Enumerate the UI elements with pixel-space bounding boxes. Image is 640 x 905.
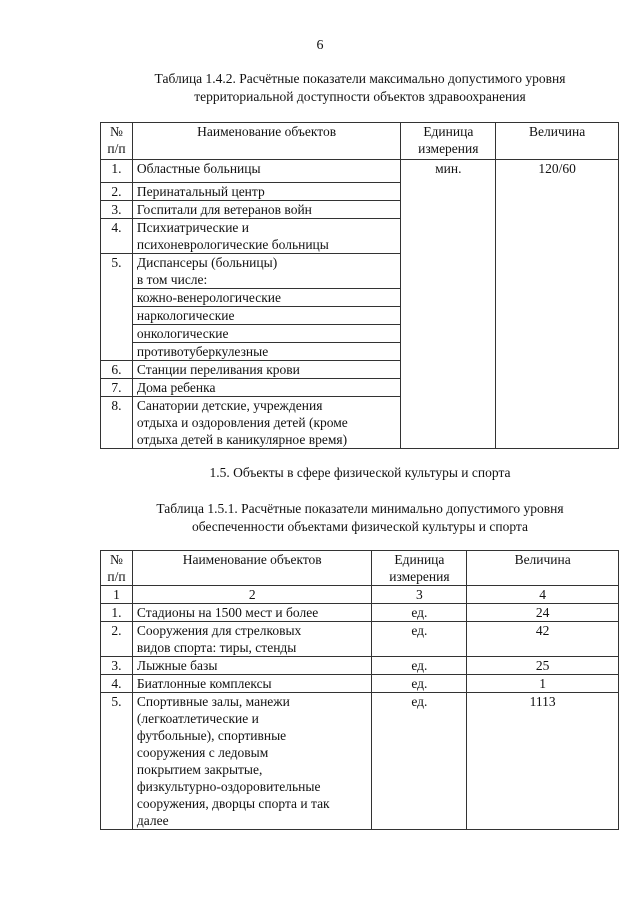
row-num: 4.: [101, 675, 133, 693]
row-name: Спортивные залы, манежи: [136, 694, 290, 709]
table-row: [101, 160, 619, 183]
table-row: [101, 657, 619, 675]
row-name: Дома ребенка: [136, 380, 216, 395]
row-num: [101, 325, 133, 343]
row-name: сооружения, дворцы спорта и так: [136, 796, 330, 811]
row-num: 4.: [101, 219, 133, 254]
row-unit: ед.: [372, 675, 467, 693]
num-header: п/п: [107, 569, 126, 584]
row-value: 25: [467, 657, 619, 675]
caption-line: Таблица 1.4.2. Расчётные показатели максимально допустимого уровня: [154, 71, 566, 86]
col-number: 3: [372, 586, 467, 604]
unit-header: измерения: [389, 569, 450, 584]
row-num: 7.: [101, 379, 133, 397]
row-unit: ед.: [372, 604, 467, 622]
sports-table: [100, 550, 619, 830]
table-row: [101, 604, 619, 622]
table-row: [101, 675, 619, 693]
row-num: 3.: [101, 201, 133, 219]
row-num: 1.: [101, 604, 133, 622]
row-name: (легкоатлетические и: [136, 711, 259, 726]
row-name: психоневрологические больницы: [136, 237, 329, 252]
value-header: Величина: [467, 551, 619, 586]
row-name: далее: [136, 813, 169, 828]
num-header: №: [110, 552, 123, 567]
row-unit: ед.: [372, 693, 467, 830]
col-number: 1: [101, 586, 133, 604]
table-row: [101, 693, 619, 830]
row-name: футбольные), спортивные: [136, 728, 287, 743]
row-name: видов спорта: тиры, стенды: [136, 640, 297, 655]
section-title: 1.5. Объекты в сфере физической культуры и спорта: [209, 465, 511, 480]
row-name: Госпитали для ветеранов войн: [136, 202, 312, 217]
row-num: [101, 307, 133, 325]
caption-line: обеспеченности объектами физической культуры и спорта: [192, 519, 528, 534]
column-number-row: [101, 586, 619, 604]
row-num: 5.: [101, 693, 133, 830]
value-header: Величина: [496, 123, 619, 160]
row-num: 2.: [101, 183, 133, 201]
row-name: Станции переливания крови: [136, 362, 300, 377]
row-name: кожно-венерологические: [136, 290, 281, 305]
row-num: 5.: [101, 254, 133, 289]
num-header: №: [110, 124, 123, 139]
row-unit: ед.: [372, 657, 467, 675]
unit-header: Единица: [423, 124, 474, 139]
row-name: отдыха детей в каникулярное время): [136, 432, 348, 447]
row-name: Санатории детские, учреждения: [136, 398, 323, 413]
row-num: 8.: [101, 397, 133, 449]
row-num: [101, 289, 133, 307]
row-unit: ед.: [372, 622, 467, 657]
row-name: сооружения с ледовым: [136, 745, 269, 760]
row-num: 1.: [101, 160, 133, 183]
col-number: 4: [467, 586, 619, 604]
row-name: Стадионы на 1500 мест и более: [136, 605, 319, 620]
name-header: Наименование объектов: [132, 123, 400, 160]
value-cell: 120/60: [496, 160, 619, 449]
healthcare-table: [100, 122, 619, 449]
row-name: Областные больницы: [136, 161, 261, 176]
row-name: физкультурно-оздоровительные: [136, 779, 321, 794]
row-value: 1: [467, 675, 619, 693]
col-number: 2: [132, 586, 372, 604]
unit-header: Единица: [394, 552, 445, 567]
row-num: 3.: [101, 657, 133, 675]
row-value: 24: [467, 604, 619, 622]
table-row: [101, 622, 619, 657]
table1-caption: [100, 70, 620, 106]
caption-line: территориальной доступности объектов здравоохранения: [194, 89, 526, 104]
row-name: в том числе:: [136, 272, 208, 287]
page-number: 6: [316, 38, 324, 53]
row-num: 2.: [101, 622, 133, 657]
header-row: [101, 551, 619, 586]
row-name: Психиатрические и: [136, 220, 250, 235]
row-name: противотуберкулезные: [136, 344, 269, 359]
row-value: 42: [467, 622, 619, 657]
row-name: наркологические: [136, 308, 235, 323]
row-name: Диспансеры (больницы): [136, 255, 278, 270]
num-header: п/п: [107, 141, 126, 156]
row-name: покрытием закрытые,: [136, 762, 263, 777]
unit-cell: мин.: [401, 160, 496, 449]
row-name: Перинатальный центр: [136, 184, 265, 199]
row-name: отдыха и оздоровления детей (кроме: [136, 415, 348, 430]
row-num: [101, 343, 133, 361]
header-row: [101, 123, 619, 160]
row-num: 6.: [101, 361, 133, 379]
name-header: Наименование объектов: [132, 551, 372, 586]
row-name: Лыжные базы: [136, 658, 218, 673]
row-name: Биатлонные комплексы: [136, 676, 272, 691]
unit-header: измерения: [418, 141, 479, 156]
row-name: онкологические: [136, 326, 229, 341]
table2-caption: [100, 500, 620, 536]
row-value: 1113: [467, 693, 619, 830]
caption-line: Таблица 1.5.1. Расчётные показатели минимально допустимого уровня: [156, 501, 564, 516]
row-name: Сооружения для стрелковых: [136, 623, 302, 638]
